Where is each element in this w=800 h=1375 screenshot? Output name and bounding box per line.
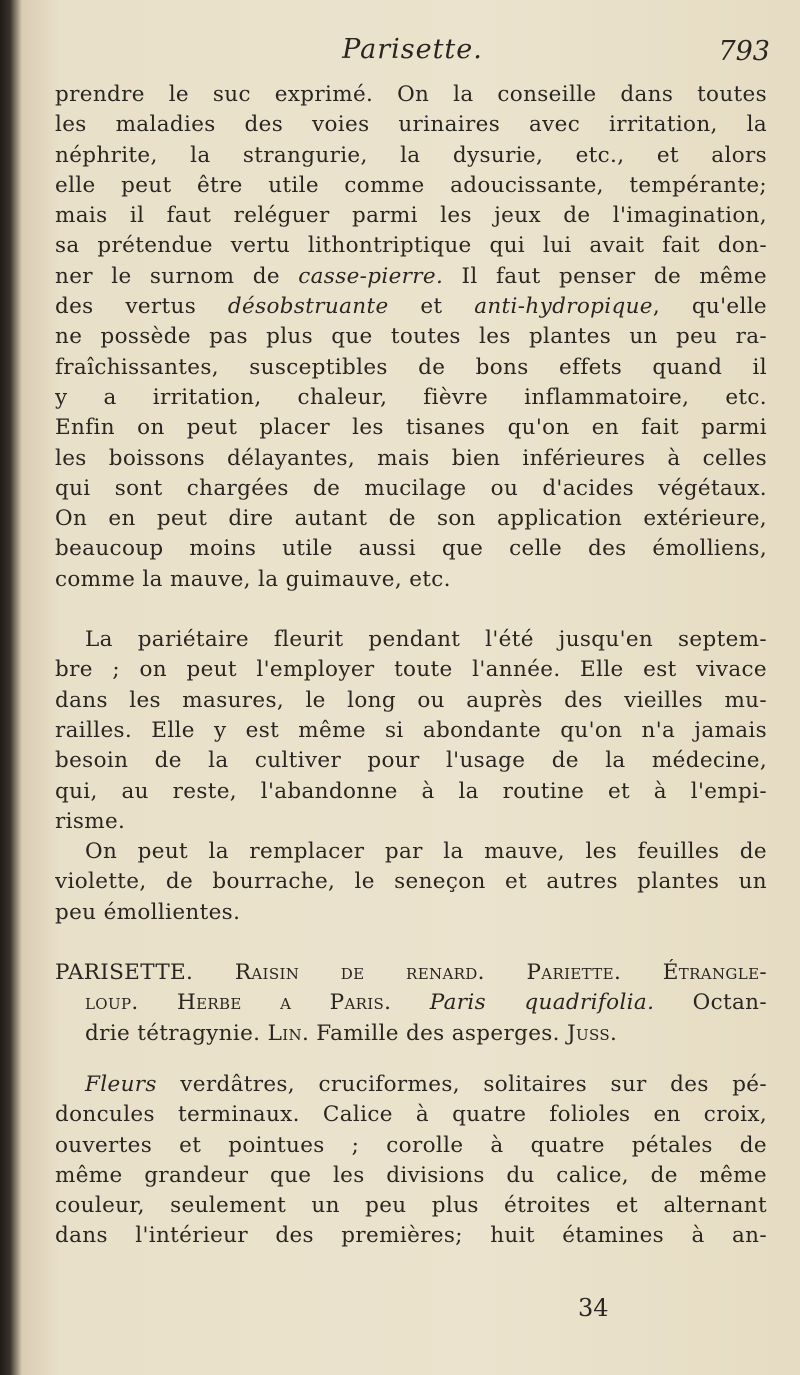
- paragraph-3: [55, 837, 767, 928]
- text-line: [55, 988, 767, 1018]
- text-line: fraîchissantes, susceptibles de bons effets quand il: [55, 354, 767, 380]
- text-line: ne possède pas plus que toutes les plantes un peu ra-: [55, 324, 767, 350]
- text-segment: Famille des asperges.: [309, 1020, 568, 1046]
- text-line: [55, 1070, 767, 1100]
- text-segment: ner le surnom de: [55, 263, 299, 289]
- italic-term: Fleurs: [85, 1071, 157, 1097]
- text-line: [55, 292, 767, 322]
- text-line: On peut la remplacer par la mauve, les feuilles de: [85, 839, 767, 865]
- text-line: les maladies des voies urinaires avec irritation, la: [55, 112, 767, 138]
- author-abbrev: Lin.: [267, 1020, 310, 1046]
- text-line: ouvertes et pointues ; corolle à quatre pétales de: [55, 1132, 767, 1158]
- italic-term: casse-pierre.: [298, 263, 444, 289]
- text-segment: et: [388, 294, 475, 320]
- paragraph-1: [55, 80, 767, 595]
- description-paragraph: [55, 1070, 767, 1252]
- text-line: y a irritation, chaleur, fièvre inflammatoire, etc.: [55, 384, 767, 410]
- text-line: dans l'intérieur des premières; huit étamines à an-: [55, 1223, 767, 1249]
- text-line: qui sont chargées de mucilage ou d'acides végétaux.: [55, 475, 767, 501]
- text-segment: , qu'elle: [652, 294, 767, 320]
- text-line: dans les masures, le long ou auprès des vieilles mu-: [55, 687, 767, 713]
- text-line: [55, 262, 767, 292]
- text-line: qui, au reste, l'abandonne à la routine et à l'empi-: [55, 778, 767, 804]
- entry-title: PARISETTE.: [55, 960, 235, 986]
- page-header: [55, 34, 770, 78]
- body-text: [55, 80, 767, 1252]
- text-line: les boissons délayantes, mais bien inférieures à celles: [55, 445, 767, 471]
- running-title: Parisette.: [342, 34, 483, 65]
- text-line: couleur, seulement un peu plus étroites et alternant: [55, 1193, 767, 1219]
- text-line: [55, 1019, 767, 1049]
- synonyms: loup. Herbe a Paris.: [85, 990, 430, 1016]
- text-line: elle peut être utile comme adoucissante, tempérante;: [55, 172, 767, 198]
- text-line: néphrite, la strangurie, la dysurie, etc., et alors: [55, 142, 767, 168]
- page-number: 793: [718, 36, 770, 67]
- text-line: peu émollientes.: [55, 899, 241, 925]
- signature-mark: 34: [578, 1294, 609, 1322]
- text-line: beaucoup moins utile aussi que celle des émolliens,: [55, 536, 767, 562]
- synonyms: Raisin de renard. Pariette. Étrangle-: [234, 960, 767, 986]
- text-segment: Il faut penser de même: [443, 263, 767, 289]
- author-abbrev: Juss.: [567, 1020, 618, 1046]
- text-line: même grandeur que les divisions du calice, de même: [55, 1162, 767, 1188]
- text-line: bre ; on peut l'employer toute l'année. Elle est vivace: [55, 657, 767, 683]
- italic-term: désobstruante: [227, 294, 389, 320]
- text-segment: drie tétragynie.: [85, 1020, 268, 1046]
- text-line: On en peut dire autant de son application extérieure,: [55, 506, 767, 532]
- text-line: doncules terminaux. Calice à quatre folioles en croix,: [55, 1102, 767, 1128]
- text-line: risme.: [55, 808, 126, 834]
- latin-name: Paris quadrifolia.: [429, 990, 655, 1016]
- text-line: besoin de la cultiver pour l'usage de la médecine,: [55, 748, 767, 774]
- text-line: [55, 958, 767, 988]
- text-line: sa prétendue vertu lithontriptique qui lui avait fait don-: [55, 233, 767, 259]
- text-segment: des vertus: [55, 294, 228, 320]
- text-line: prendre le suc exprimé. On la conseille dans toutes: [55, 82, 767, 107]
- text-line: Enfin on peut placer les tisanes qu'on en fait parmi: [55, 415, 767, 441]
- text-segment: verdâtres, cruciformes, solitaires sur des pé-: [156, 1071, 767, 1097]
- text-line: La pariétaire fleurit pendant l'été jusqu'en septem-: [85, 627, 767, 653]
- text-segment: Octan-: [654, 990, 767, 1016]
- paragraph-2: [55, 625, 767, 837]
- text-line: violette, de bourrache, le seneçon et autres plantes un: [55, 869, 767, 895]
- entry-heading: [55, 958, 767, 1049]
- text-line: mais il faut reléguer parmi les jeux de l'imagination,: [55, 203, 767, 229]
- italic-term: anti-hydropique: [474, 294, 653, 320]
- text-line: railles. Elle y est même si abondante qu'on n'a jamais: [55, 717, 767, 743]
- text-line: comme la mauve, la guimauve, etc.: [55, 566, 451, 592]
